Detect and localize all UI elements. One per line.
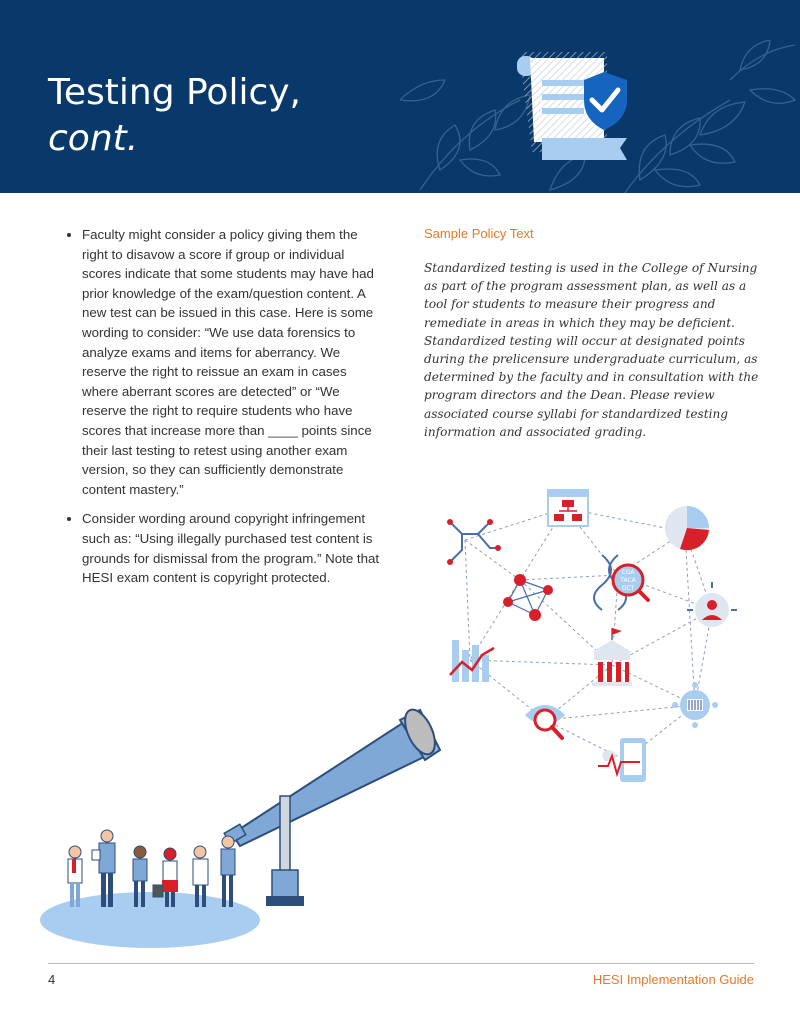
- molecule-icon: [503, 574, 553, 621]
- dna-label-line-1: CGA: [621, 569, 635, 576]
- bullet-item-copyright: • Consider wording around copyright infringement such as: “Using illegally purchased test content is grounds for dismissal from the program.” Note that HESI exam content is copyright protected.: [82, 509, 384, 587]
- header-banner: [0, 0, 800, 193]
- phone-heart-icon: [598, 738, 646, 782]
- person-2: [92, 830, 115, 907]
- sample-policy-text: Standardized testing is used in the College of Nursing as part of the program assessment plan, as well as a tool for students to measure their progress and remediate in areas in which they may be deficient. Standardized testing will occur at designated points during the prelicensure undergraduate curriculum, as determined by the faculty and in consultation with the program directors and the Dean. Please review associated course syllabi for standardized testing information and associated grading.: [424, 261, 759, 439]
- telescope-data-network-illustration: [0, 470, 800, 950]
- dna-label-line-3: GCT: [621, 585, 635, 592]
- browser-org-chart-icon: [548, 490, 588, 526]
- guide-title: HESI Implementation Guide: [592, 972, 754, 987]
- dna-label-line-2: TACA: [620, 577, 636, 584]
- dna-magnifier-icon: [594, 555, 648, 610]
- telescope: [224, 705, 441, 906]
- sample-policy-heading: Sample Policy Text: [424, 226, 534, 241]
- person-6-at-telescope: [221, 836, 235, 907]
- user-target-icon: [687, 582, 737, 627]
- footer-divider: [48, 963, 754, 964]
- title-line-1: Testing Policy,: [48, 72, 302, 113]
- bullet-item-data-forensics: • Faculty might consider a policy giving them the right to disavow a score if group or individual scores indicate that some students may have had prior knowledge of the exam/question content. A new test can be issued in this case. Here is some wording to consider: “We use data forensics to analyze exams and items for aberrancy. We reserve the right to reissue an exam in cases where aberrant scores are detected” or “We reserve the right to require students who have scores that increase more than ____ points since their last testing to retest using another exam version, so they can sufficiently demonstrate content mastery.”: [82, 225, 384, 499]
- barcode-gear-icon: [672, 682, 718, 728]
- sample-policy-section: [424, 226, 764, 441]
- policy-document-shield-icon: [512, 52, 637, 172]
- bar-chart-icon: [450, 640, 494, 682]
- pie-chart-icon: [665, 506, 709, 550]
- eye-magnifier-icon: [525, 705, 565, 738]
- page-number: 4: [48, 972, 56, 987]
- person-1: [68, 846, 82, 907]
- title-line-2: cont.: [48, 118, 139, 159]
- page-title: [48, 70, 301, 162]
- circuit-icon: [447, 519, 501, 565]
- institution-building-icon: [592, 628, 632, 686]
